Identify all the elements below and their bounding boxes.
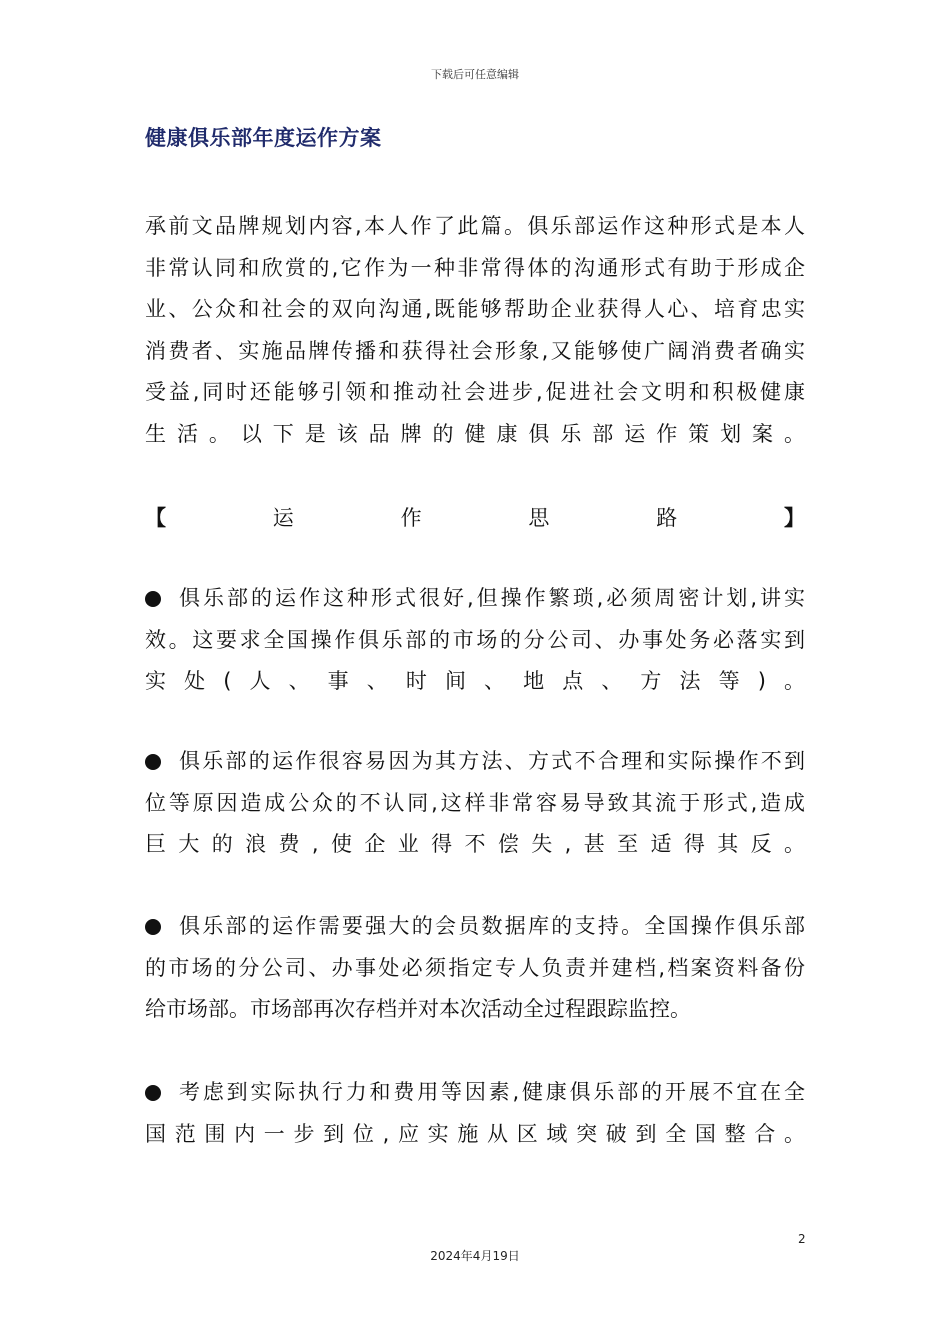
bullet-dot-icon <box>145 591 161 607</box>
heading-char: 路 <box>656 506 678 530</box>
heading-open-bracket: 【 <box>145 506 166 530</box>
intro-line: 承前文品牌规划内容,本人作了此篇。俱乐部运作这种形式是本人 <box>145 214 805 238</box>
intro-line: 业、公众和社会的双向沟通,既能够帮助企业获得人心、培育忠实 <box>145 297 805 321</box>
bullet-first-line <box>145 741 805 783</box>
intro-line: 消费者、实施品牌传播和获得社会形象,又能够使广阔消费者确实 <box>145 338 805 363</box>
bullet-line: 效。这要求全国操作俱乐部的市场的分公司、办事处务必落实到 <box>145 627 805 652</box>
header-note: 下载后可任意编辑 <box>431 68 519 81</box>
bullet-item <box>145 741 805 866</box>
page-number: 2 <box>798 1232 806 1246</box>
bullet-line: 俱乐部的运作这种形式很好,但操作繁琐,必须周密计划,讲实 <box>179 586 805 610</box>
bullet-first-line <box>145 906 805 948</box>
intro-line: 生活。以下是该品牌的健康俱乐部运作策划案。 <box>145 421 805 446</box>
bullet-dot-icon <box>145 919 161 935</box>
bullet-line: 国范围内一步到位,应实施从区域突破到全国整合。 <box>145 1121 805 1146</box>
section-heading <box>145 497 805 537</box>
heading-char: 作 <box>400 506 422 530</box>
bullet-item <box>145 578 805 703</box>
bullet-first-line <box>145 1072 805 1114</box>
bullet-line: 实处(人、事、时间、地点、方法等)。 <box>145 669 805 693</box>
document-title: 健康俱乐部年度运作方案 <box>145 126 382 150</box>
intro-line: 非常认同和欣赏的,它作为一种非常得体的沟通形式有助于形成企 <box>145 255 805 280</box>
bullet-line: 巨大的浪费,使企业得不偿失,甚至适得其反。 <box>145 832 805 856</box>
bullet-dot-icon <box>145 754 161 770</box>
bullet-line: 俱乐部的运作需要强大的会员数据库的支持。全国操作俱乐部 <box>179 914 805 938</box>
bullet-line: 考虑到实际执行力和费用等因素,健康俱乐部的开展不宜在全 <box>179 1080 805 1104</box>
intro-line: 受益,同时还能够引领和推动社会进步,促进社会文明和积极健康 <box>145 380 805 404</box>
bullet-dot-icon <box>145 1085 161 1101</box>
bullet-first-line <box>145 578 805 620</box>
heading-close-bracket: 】 <box>783 506 805 530</box>
bullet-item <box>145 906 805 1031</box>
bullet-line: 给市场部。市场部再次存档并对本次活动全过程跟踪监控。 <box>145 997 691 1021</box>
bullet-item <box>145 1072 805 1155</box>
footer-date: 2024年4月19日 <box>430 1249 520 1263</box>
bullet-line: 俱乐部的运作很容易因为其方法、方式不合理和实际操作不到 <box>179 749 805 773</box>
heading-char: 运 <box>272 506 294 530</box>
bullet-line: 位等原因造成公众的不认同,这样非常容易导致其流于形式,造成 <box>145 790 805 815</box>
bullet-line: 的市场的分公司、办事处必须指定专人负责并建档,档案资料备份 <box>145 955 805 980</box>
heading-char: 思 <box>528 506 550 530</box>
intro-paragraph <box>145 206 805 455</box>
